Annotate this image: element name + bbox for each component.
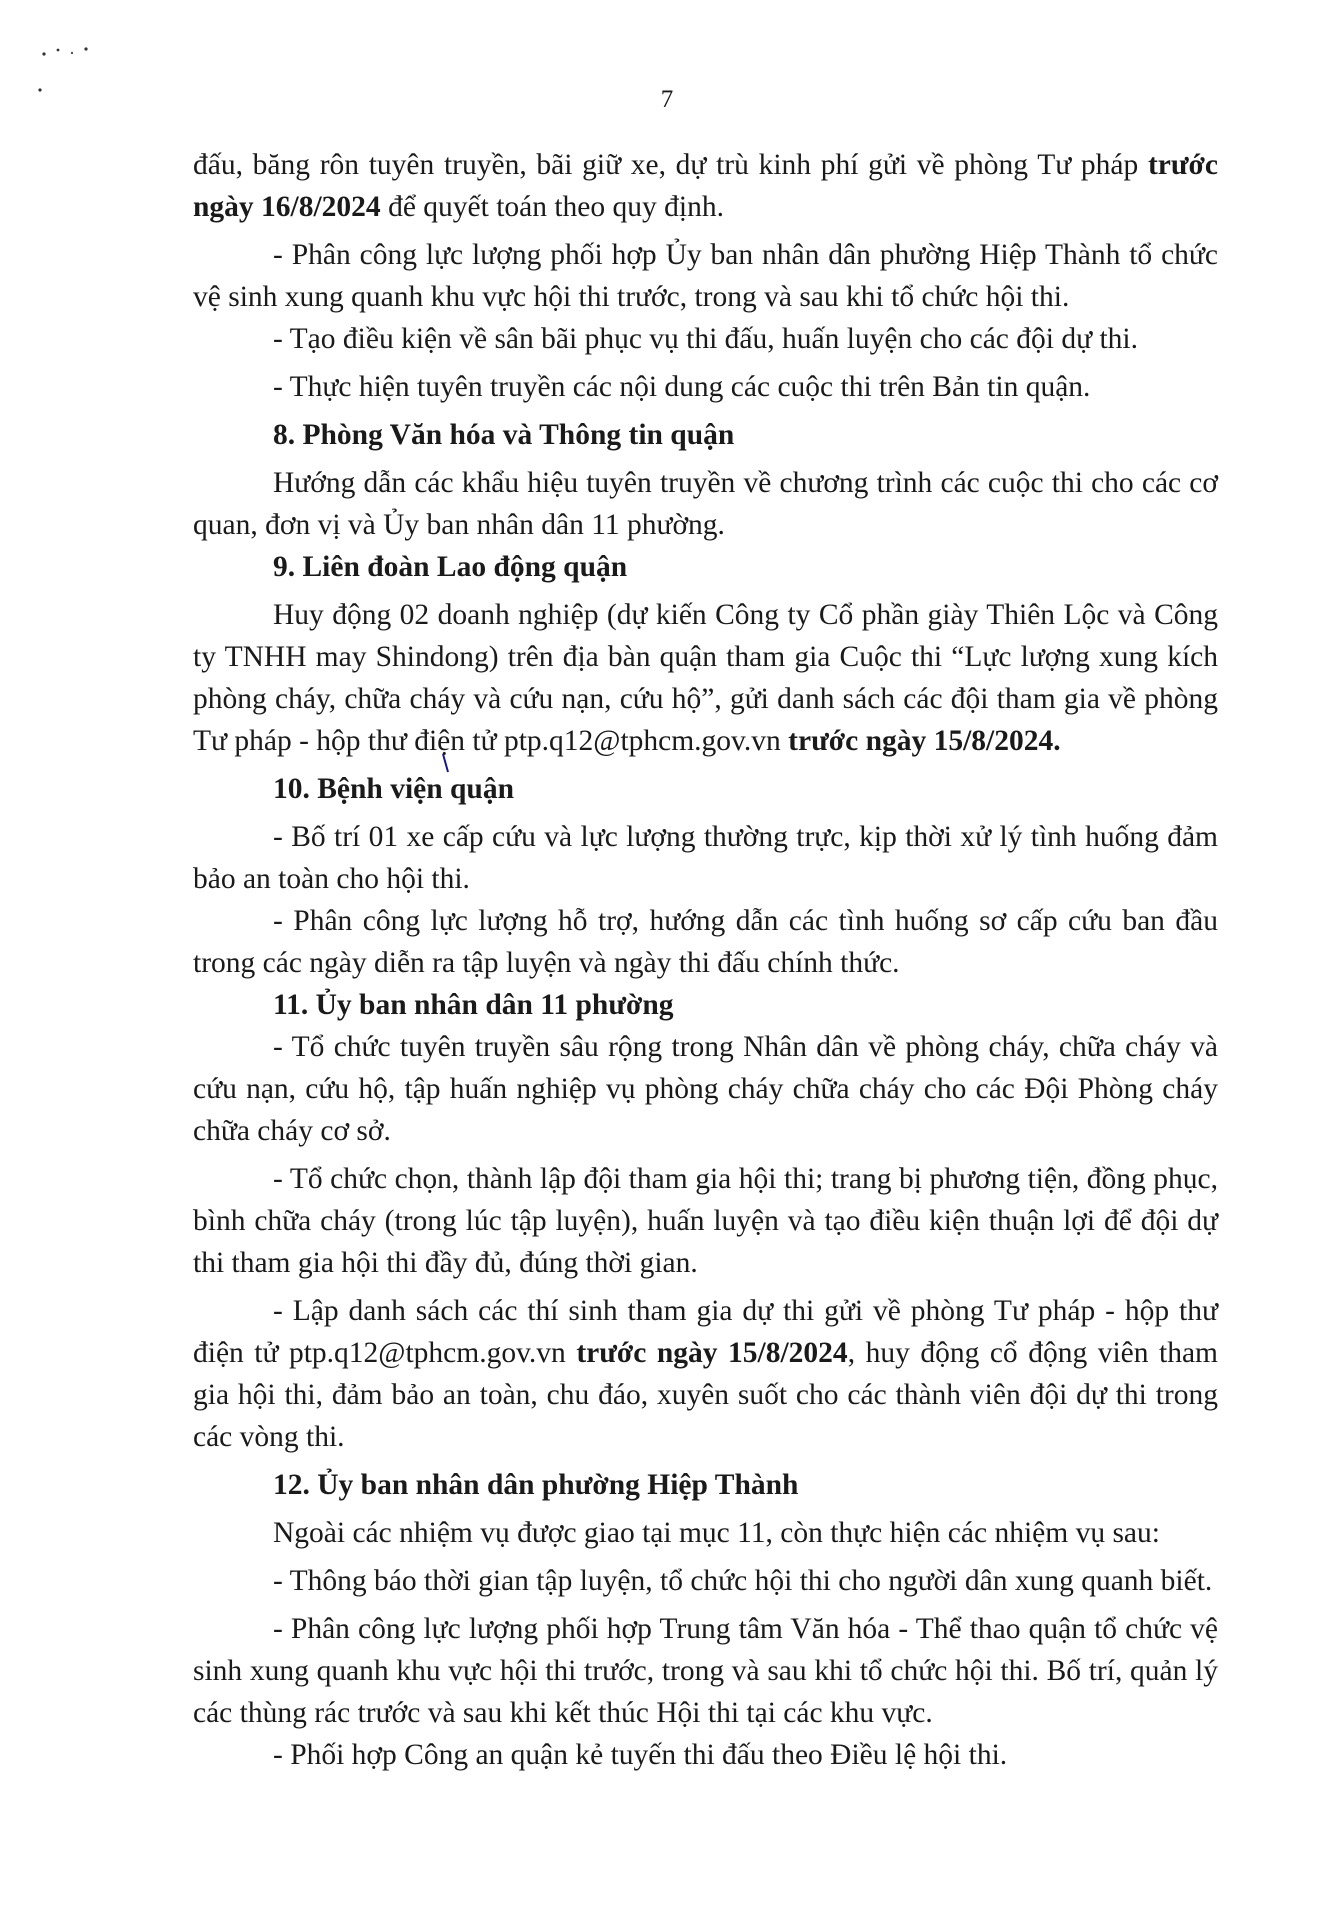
- paragraph: - Phân công lực lượng hỗ trợ, hướng dẫn các tình huống sơ cấp cứu ban đầu trong các ngày diễn ra tập luyện và ngày thi đấu chính thức.: [193, 905, 1218, 979]
- paragraph: - Phối hợp Công an quận kẻ tuyến thi đấu theo Điều lệ hội thi.: [273, 1739, 1008, 1771]
- section-heading: 8. Phòng Văn hóa và Thông tin quận: [273, 419, 735, 451]
- paragraph: - Thực hiện tuyên truyền các nội dung các cuộc thi trên Bản tin quận.: [273, 371, 1091, 403]
- section-heading: 9. Liên đoàn Lao động quận: [273, 551, 628, 583]
- paragraph: - Phân công lực lượng phối hợp Ủy ban nhân dân phường Hiệp Thành tổ chức vệ sinh xung quanh khu vực hội thi trước, trong và sau khi tổ chức hội thi.: [193, 239, 1218, 313]
- paragraph: - Tổ chức chọn, thành lập đội tham gia hội thi; trang bị phương tiện, đồng phục, bình chữa cháy (trong lúc tập luyện), huấn luyện và tạo điều kiện thuận lợi để đội dự thi tham gia hội thi đầy đủ, đúng thời gian.: [193, 1163, 1218, 1279]
- paragraph: - Lập danh sách các thí sinh tham gia dự thi gửi về phòng Tư pháp - hộp thư điện tử ptp.q12@tphcm.gov.vn trước ngày 15/8/2024, huy động cổ động viên tham gia hội thi, đảm bảo an toàn, chu đáo, xuyên suốt cho các thành viên đội dự thi trong các vòng thi.: [193, 1295, 1218, 1453]
- section-heading: 12. Ủy ban nhân dân phường Hiệp Thành: [273, 1469, 799, 1501]
- paragraph: đấu, băng rôn tuyên truyền, bãi giữ xe, dự trù kinh phí gửi về phòng Tư pháp trước ngày 16/8/2024 để quyết toán theo quy định.: [193, 149, 1218, 223]
- paragraph: - Tạo điều kiện về sân bãi phục vụ thi đấu, huấn luyện cho các đội dự thi.: [273, 323, 1138, 355]
- paragraph: - Phân công lực lượng phối hợp Trung tâm Văn hóa - Thể thao quận tổ chức vệ sinh xung quanh khu vực hội thi trước, trong và sau khi tổ chức hội thi. Bố trí, quản lý các thùng rác trước và sau khi kết thúc Hội thi tại các khu vực.: [193, 1613, 1218, 1729]
- page-number: 7: [660, 86, 674, 113]
- paragraph: Huy động 02 doanh nghiệp (dự kiến Công ty Cổ phần giày Thiên Lộc và Công ty TNHH may Shindong) trên địa bàn quận tham gia Cuộc thi “Lực lượng xung kích phòng cháy, chữa cháy và cứu nạn, cứu hộ”, gửi danh sách các đội tham gia về phòng Tư pháp - hộp thư điện tử ptp.q12@tphcm.gov.vn trước ngày 15/8/2024.: [193, 599, 1218, 757]
- section-heading: 11. Ủy ban nhân dân 11 phường: [273, 989, 674, 1021]
- pen-mark: [441, 752, 453, 776]
- paragraph: Hướng dẫn các khẩu hiệu tuyên truyền về chương trình các cuộc thi cho các cơ quan, đơn vị và Ủy ban nhân dân 11 phường.: [193, 467, 1218, 541]
- document-body: [193, 144, 1218, 1776]
- paragraph: - Bố trí 01 xe cấp cứu và lực lượng thường trực, kịp thời xử lý tình huống đảm bảo an toàn cho hội thi.: [193, 821, 1218, 895]
- section-heading: 10. Bệnh viện quận: [273, 773, 514, 805]
- paragraph: - Tổ chức tuyên truyền sâu rộng trong Nhân dân về phòng cháy, chữa cháy và cứu nạn, cứu hộ, tập huấn nghiệp vụ phòng cháy chữa cháy cho các Đội Phòng cháy chữa cháy cơ sở.: [193, 1031, 1218, 1147]
- paragraph: - Thông báo thời gian tập luyện, tổ chức hội thi cho người dân xung quanh biết.: [273, 1565, 1213, 1597]
- paragraph: Ngoài các nhiệm vụ được giao tại mục 11, còn thực hiện các nhiệm vụ sau:: [273, 1517, 1160, 1549]
